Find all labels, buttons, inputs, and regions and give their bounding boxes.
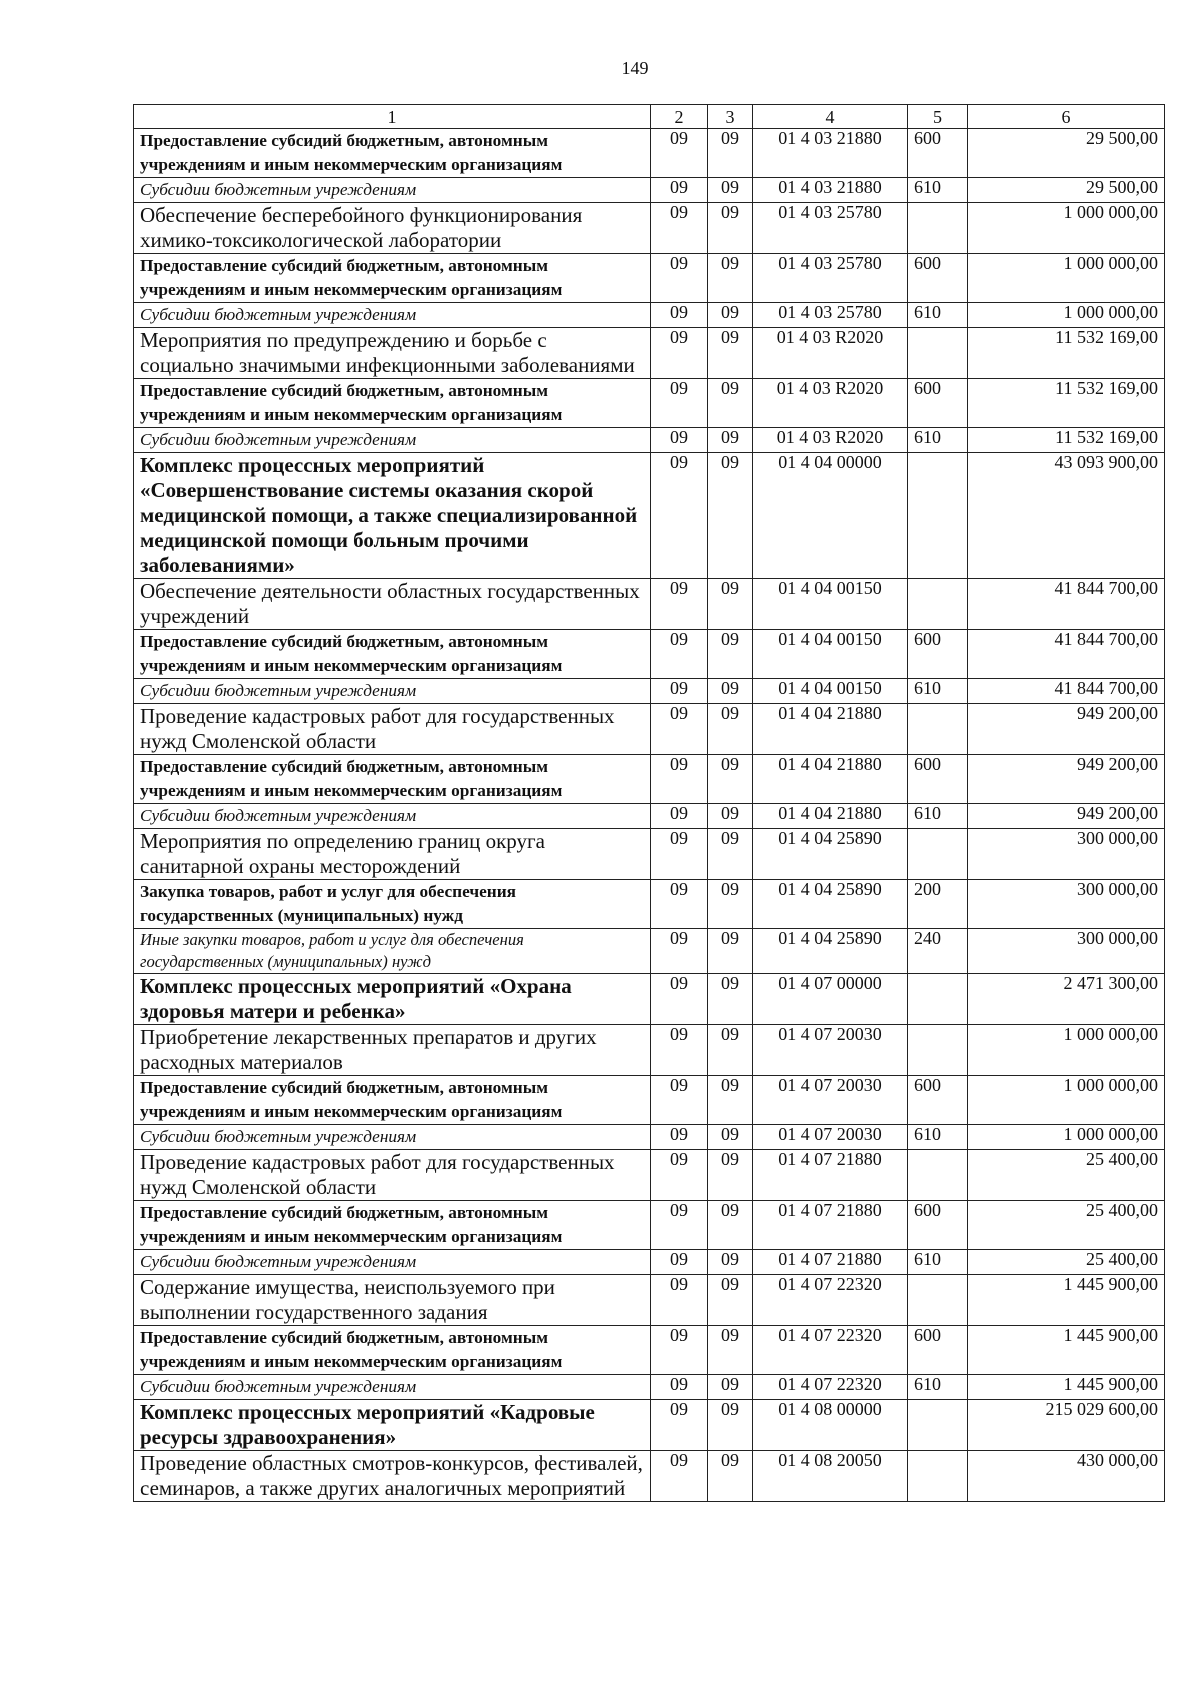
target-article-cell: 01 4 04 00150: [753, 579, 908, 630]
target-article-cell: 01 4 07 21880: [753, 1250, 908, 1275]
expense-type-cell: 200: [908, 880, 968, 929]
table-row: [134, 453, 1165, 579]
section-code-cell: 09: [651, 254, 708, 303]
subsection-code-cell: 09: [708, 428, 753, 453]
target-article-cell: 01 4 03 25780: [753, 303, 908, 328]
amount-cell: 300 000,00: [968, 880, 1165, 929]
amount-cell: 41 844 700,00: [968, 679, 1165, 704]
expense-type-cell: [908, 974, 968, 1025]
amount-cell: 300 000,00: [968, 929, 1165, 974]
table-row: [134, 1201, 1165, 1250]
subsection-code-cell: 09: [708, 804, 753, 829]
amount-cell: 2 471 300,00: [968, 974, 1165, 1025]
amount-cell: 1 000 000,00: [968, 1125, 1165, 1150]
subsection-code-cell: 09: [708, 1375, 753, 1400]
table-row: [134, 829, 1165, 880]
row-name-cell: Комплекс процессных мероприятий «Охрана здоровья матери и ребенка»: [134, 974, 651, 1025]
table-row: [134, 1451, 1165, 1502]
row-name-cell: Субсидии бюджетным учреждениям: [134, 303, 651, 328]
section-code-cell: 09: [651, 630, 708, 679]
section-code-cell: 09: [651, 1076, 708, 1125]
table-row: [134, 254, 1165, 303]
expense-type-cell: [908, 704, 968, 755]
amount-cell: 1 445 900,00: [968, 1375, 1165, 1400]
target-article-cell: 01 4 03 21880: [753, 129, 908, 178]
section-code-cell: 09: [651, 303, 708, 328]
expense-type-cell: 610: [908, 1125, 968, 1150]
target-article-cell: 01 4 04 25890: [753, 929, 908, 974]
section-code-cell: 09: [651, 379, 708, 428]
table-row: [134, 1375, 1165, 1400]
expense-type-cell: 600: [908, 254, 968, 303]
table-row: [134, 755, 1165, 804]
section-code-cell: 09: [651, 129, 708, 178]
amount-cell: 1 445 900,00: [968, 1275, 1165, 1326]
target-article-cell: 01 4 07 22320: [753, 1275, 908, 1326]
table-row: [134, 129, 1165, 178]
section-code-cell: 09: [651, 1201, 708, 1250]
target-article-cell: 01 4 03 R2020: [753, 379, 908, 428]
table-row: [134, 178, 1165, 203]
expense-type-cell: [908, 1275, 968, 1326]
row-name-cell: Комплекс процессных мероприятий «Совершенствование системы оказания скорой медицинской помощи, а также специализированной медицинской помощи больным прочими заболеваниями»: [134, 453, 651, 579]
row-name-cell: Обеспечение деятельности областных государственных учреждений: [134, 579, 651, 630]
target-article-cell: 01 4 08 00000: [753, 1400, 908, 1451]
section-code-cell: 09: [651, 178, 708, 203]
row-name-cell: Закупка товаров, работ и услуг для обеспечения государственных (муниципальных) нужд: [134, 880, 651, 929]
table-row: [134, 1025, 1165, 1076]
target-article-cell: 01 4 04 25890: [753, 829, 908, 880]
subsection-code-cell: 09: [708, 829, 753, 880]
subsection-code-cell: 09: [708, 379, 753, 428]
expense-type-cell: [908, 453, 968, 579]
amount-cell: 949 200,00: [968, 704, 1165, 755]
subsection-code-cell: 09: [708, 880, 753, 929]
expense-type-cell: 600: [908, 379, 968, 428]
amount-cell: 11 532 169,00: [968, 428, 1165, 453]
table-row: [134, 1125, 1165, 1150]
target-article-cell: 01 4 04 00150: [753, 630, 908, 679]
expense-type-cell: 240: [908, 929, 968, 974]
section-code-cell: 09: [651, 1451, 708, 1502]
table-row: [134, 974, 1165, 1025]
row-name-cell: Предоставление субсидий бюджетным, автономным учреждениям и иным некоммерческим организациям: [134, 1201, 651, 1250]
expense-type-cell: 600: [908, 755, 968, 804]
budget-table: [133, 104, 1165, 1502]
table-row: [134, 1275, 1165, 1326]
subsection-code-cell: 09: [708, 1076, 753, 1125]
expense-type-cell: 610: [908, 804, 968, 829]
amount-cell: 300 000,00: [968, 829, 1165, 880]
target-article-cell: 01 4 04 21880: [753, 755, 908, 804]
amount-cell: 1 000 000,00: [968, 1025, 1165, 1076]
section-code-cell: 09: [651, 679, 708, 704]
section-code-cell: 09: [651, 428, 708, 453]
subsection-code-cell: 09: [708, 129, 753, 178]
section-code-cell: 09: [651, 755, 708, 804]
target-article-cell: 01 4 07 20030: [753, 1125, 908, 1150]
table-row: [134, 1076, 1165, 1125]
subsection-code-cell: 09: [708, 1150, 753, 1201]
expense-type-cell: [908, 829, 968, 880]
row-name-cell: Обеспечение бесперебойного функционирования химико-токсикологической лаборатории: [134, 203, 651, 254]
target-article-cell: 01 4 07 20030: [753, 1025, 908, 1076]
amount-cell: 1 000 000,00: [968, 1076, 1165, 1125]
row-name-cell: Субсидии бюджетным учреждениям: [134, 1125, 651, 1150]
section-code-cell: 09: [651, 704, 708, 755]
target-article-cell: 01 4 03 25780: [753, 203, 908, 254]
row-name-cell: Предоставление субсидий бюджетным, автономным учреждениям и иным некоммерческим организациям: [134, 1076, 651, 1125]
amount-cell: 430 000,00: [968, 1451, 1165, 1502]
subsection-code-cell: 09: [708, 704, 753, 755]
target-article-cell: 01 4 04 00000: [753, 453, 908, 579]
row-name-cell: Иные закупки товаров, работ и услуг для обеспечения государственных (муниципальных) нужд: [134, 929, 651, 974]
table-row: [134, 1150, 1165, 1201]
row-name-cell: Субсидии бюджетным учреждениям: [134, 1250, 651, 1275]
row-name-cell: Субсидии бюджетным учреждениям: [134, 679, 651, 704]
amount-cell: 1 000 000,00: [968, 254, 1165, 303]
row-name-cell: Проведение кадастровых работ для государственных нужд Смоленской области: [134, 704, 651, 755]
expense-type-cell: 600: [908, 129, 968, 178]
section-code-cell: 09: [651, 579, 708, 630]
table-row: [134, 630, 1165, 679]
section-code-cell: 09: [651, 974, 708, 1025]
table-row: [134, 804, 1165, 829]
target-article-cell: 01 4 04 21880: [753, 804, 908, 829]
section-code-cell: 09: [651, 453, 708, 579]
target-article-cell: 01 4 07 00000: [753, 974, 908, 1025]
target-article-cell: 01 4 04 25890: [753, 880, 908, 929]
target-article-cell: 01 4 04 00150: [753, 679, 908, 704]
section-code-cell: 09: [651, 829, 708, 880]
amount-cell: 25 400,00: [968, 1150, 1165, 1201]
subsection-code-cell: 09: [708, 755, 753, 804]
subsection-code-cell: 09: [708, 1326, 753, 1375]
row-name-cell: Предоставление субсидий бюджетным, автономным учреждениям и иным некоммерческим организациям: [134, 1326, 651, 1375]
subsection-code-cell: 09: [708, 1201, 753, 1250]
expense-type-cell: [908, 579, 968, 630]
expense-type-cell: 600: [908, 1076, 968, 1125]
expense-type-cell: [908, 1025, 968, 1076]
section-code-cell: 09: [651, 1125, 708, 1150]
amount-cell: 29 500,00: [968, 129, 1165, 178]
table-row: [134, 929, 1165, 974]
page-number: 149: [621, 58, 649, 78]
expense-type-cell: 610: [908, 1375, 968, 1400]
header-cell: 3: [708, 105, 753, 129]
amount-cell: 29 500,00: [968, 178, 1165, 203]
amount-cell: 41 844 700,00: [968, 579, 1165, 630]
subsection-code-cell: 09: [708, 1400, 753, 1451]
subsection-code-cell: 09: [708, 1250, 753, 1275]
target-article-cell: 01 4 03 R2020: [753, 328, 908, 379]
row-name-cell: Субсидии бюджетным учреждениям: [134, 1375, 651, 1400]
header-cell: 4: [753, 105, 908, 129]
target-article-cell: 01 4 03 R2020: [753, 428, 908, 453]
table-header-row: [134, 105, 1165, 129]
table-row: [134, 679, 1165, 704]
subsection-code-cell: 09: [708, 929, 753, 974]
subsection-code-cell: 09: [708, 579, 753, 630]
subsection-code-cell: 09: [708, 178, 753, 203]
amount-cell: 41 844 700,00: [968, 630, 1165, 679]
row-name-cell: Проведение областных смотров-конкурсов, фестивалей, семинаров, а также других аналогичных мероприятий: [134, 1451, 651, 1502]
expense-type-cell: [908, 1451, 968, 1502]
subsection-code-cell: 09: [708, 1025, 753, 1076]
table-row: [134, 1250, 1165, 1275]
row-name-cell: Предоставление субсидий бюджетным, автономным учреждениям и иным некоммерческим организациям: [134, 129, 651, 178]
subsection-code-cell: 09: [708, 1451, 753, 1502]
subsection-code-cell: 09: [708, 328, 753, 379]
expense-type-cell: [908, 1150, 968, 1201]
row-name-cell: Субсидии бюджетным учреждениям: [134, 428, 651, 453]
target-article-cell: 01 4 03 21880: [753, 178, 908, 203]
row-name-cell: Предоставление субсидий бюджетным, автономным учреждениям и иным некоммерческим организациям: [134, 254, 651, 303]
section-code-cell: 09: [651, 1275, 708, 1326]
table-row: [134, 203, 1165, 254]
section-code-cell: 09: [651, 1400, 708, 1451]
amount-cell: 1 000 000,00: [968, 203, 1165, 254]
row-name-cell: Проведение кадастровых работ для государственных нужд Смоленской области: [134, 1150, 651, 1201]
target-article-cell: 01 4 07 20030: [753, 1076, 908, 1125]
row-name-cell: Содержание имущества, неиспользуемого при выполнении государственного задания: [134, 1275, 651, 1326]
section-code-cell: 09: [651, 880, 708, 929]
row-name-cell: Предоставление субсидий бюджетным, автономным учреждениям и иным некоммерческим организациям: [134, 379, 651, 428]
section-code-cell: 09: [651, 1326, 708, 1375]
expense-type-cell: 610: [908, 178, 968, 203]
table-row: [134, 328, 1165, 379]
header-cell: 5: [908, 105, 968, 129]
section-code-cell: 09: [651, 1150, 708, 1201]
row-name-cell: Комплекс процессных мероприятий «Кадровые ресурсы здравоохранения»: [134, 1400, 651, 1451]
expense-type-cell: 600: [908, 630, 968, 679]
table-row: [134, 704, 1165, 755]
amount-cell: 11 532 169,00: [968, 328, 1165, 379]
target-article-cell: 01 4 07 21880: [753, 1150, 908, 1201]
table-row: [134, 1400, 1165, 1451]
subsection-code-cell: 09: [708, 203, 753, 254]
amount-cell: 43 093 900,00: [968, 453, 1165, 579]
section-code-cell: 09: [651, 1250, 708, 1275]
subsection-code-cell: 09: [708, 303, 753, 328]
expense-type-cell: 610: [908, 1250, 968, 1275]
row-name-cell: Мероприятия по предупреждению и борьбе с социально значимыми инфекционными заболеваниями: [134, 328, 651, 379]
section-code-cell: 09: [651, 328, 708, 379]
target-article-cell: 01 4 07 21880: [753, 1201, 908, 1250]
section-code-cell: 09: [651, 203, 708, 254]
amount-cell: 215 029 600,00: [968, 1400, 1165, 1451]
subsection-code-cell: 09: [708, 974, 753, 1025]
target-article-cell: 01 4 04 21880: [753, 704, 908, 755]
subsection-code-cell: 09: [708, 254, 753, 303]
subsection-code-cell: 09: [708, 679, 753, 704]
section-code-cell: 09: [651, 1025, 708, 1076]
amount-cell: 949 200,00: [968, 755, 1165, 804]
amount-cell: 1 000 000,00: [968, 303, 1165, 328]
section-code-cell: 09: [651, 1375, 708, 1400]
amount-cell: 1 445 900,00: [968, 1326, 1165, 1375]
table-row: [134, 428, 1165, 453]
amount-cell: 25 400,00: [968, 1250, 1165, 1275]
expense-type-cell: 610: [908, 428, 968, 453]
expense-type-cell: [908, 203, 968, 254]
row-name-cell: Субсидии бюджетным учреждениям: [134, 804, 651, 829]
row-name-cell: Мероприятия по определению границ округа санитарной охраны месторождений: [134, 829, 651, 880]
section-code-cell: 09: [651, 929, 708, 974]
target-article-cell: 01 4 07 22320: [753, 1375, 908, 1400]
target-article-cell: 01 4 03 25780: [753, 254, 908, 303]
table-row: [134, 579, 1165, 630]
header-cell: 6: [968, 105, 1165, 129]
header-cell: 2: [651, 105, 708, 129]
expense-type-cell: 610: [908, 303, 968, 328]
table-row: [134, 1326, 1165, 1375]
target-article-cell: 01 4 07 22320: [753, 1326, 908, 1375]
expense-type-cell: 600: [908, 1201, 968, 1250]
section-code-cell: 09: [651, 804, 708, 829]
amount-cell: 25 400,00: [968, 1201, 1165, 1250]
row-name-cell: Субсидии бюджетным учреждениям: [134, 178, 651, 203]
table-row: [134, 303, 1165, 328]
amount-cell: 949 200,00: [968, 804, 1165, 829]
expense-type-cell: [908, 328, 968, 379]
table-row: [134, 880, 1165, 929]
target-article-cell: 01 4 08 20050: [753, 1451, 908, 1502]
row-name-cell: Предоставление субсидий бюджетным, автономным учреждениям и иным некоммерческим организациям: [134, 630, 651, 679]
expense-type-cell: 600: [908, 1326, 968, 1375]
row-name-cell: Приобретение лекарственных препаратов и других расходных материалов: [134, 1025, 651, 1076]
subsection-code-cell: 09: [708, 453, 753, 579]
subsection-code-cell: 09: [708, 1125, 753, 1150]
table-row: [134, 379, 1165, 428]
amount-cell: 11 532 169,00: [968, 379, 1165, 428]
header-cell: 1: [134, 105, 651, 129]
subsection-code-cell: 09: [708, 1275, 753, 1326]
expense-type-cell: [908, 1400, 968, 1451]
row-name-cell: Предоставление субсидий бюджетным, автономным учреждениям и иным некоммерческим организациям: [134, 755, 651, 804]
expense-type-cell: 610: [908, 679, 968, 704]
subsection-code-cell: 09: [708, 630, 753, 679]
